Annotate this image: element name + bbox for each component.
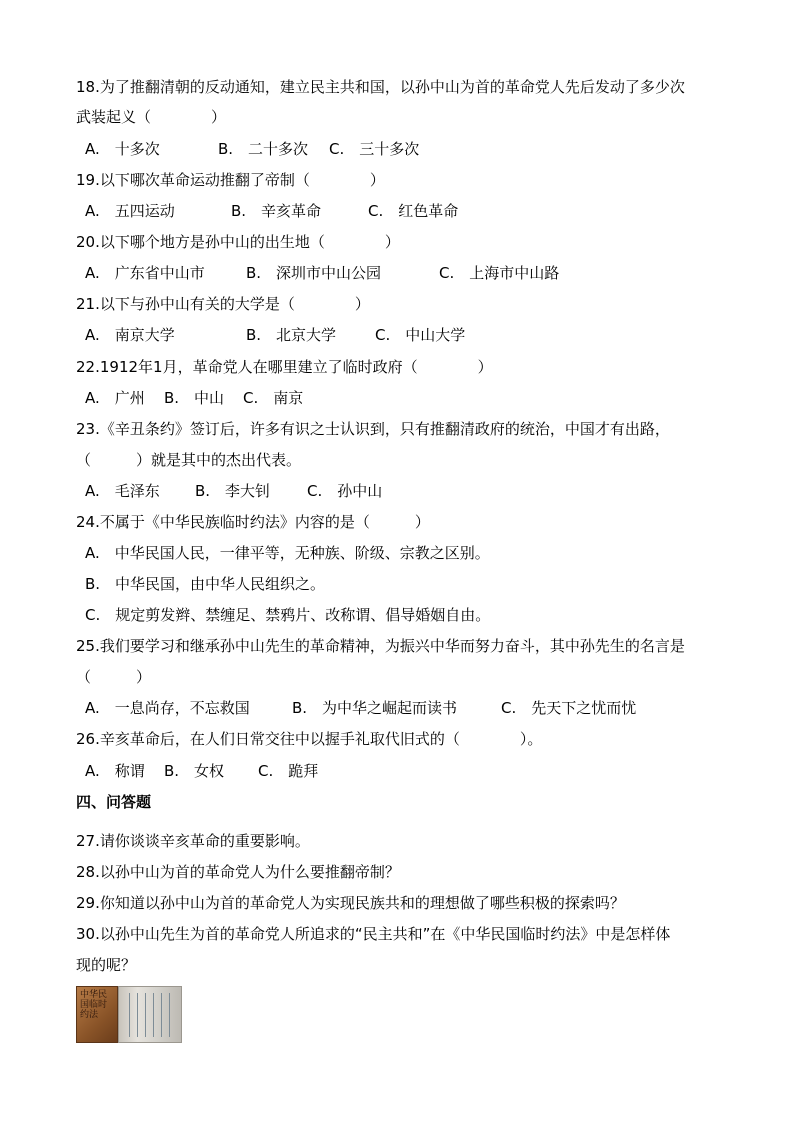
question-18-options xyxy=(85,139,419,159)
question-21: 21.以下与孙中山有关的大学是（ ） xyxy=(76,295,370,313)
question-30-line-1: 30.以孙中山先生为首的革命党人所追求的“民主共和”在《中华民国临时约法》中是怎样体 xyxy=(76,925,671,943)
question-30-line-2: 现的呢？ xyxy=(76,956,137,974)
question-26-options xyxy=(85,761,318,781)
option-a: A. 一息尚存，不忘救国 xyxy=(85,699,250,717)
option-c: C. 先天下之忧而忧 xyxy=(501,699,637,717)
question-23-options xyxy=(85,481,382,501)
question-29: 29.你知道以孙中山为首的革命党人为实现民族共和的理想做了哪些积极的探索吗？ xyxy=(76,894,625,912)
option-c: C. 红色革命 xyxy=(368,202,459,220)
question-24-option-a: A. 中华民国人民，一律平等，无种族、阶级、宗教之区别。 xyxy=(85,544,490,562)
question-20: 20.以下哪个地方是孙中山的出生地（ ） xyxy=(76,233,400,251)
book-cover-title: 中华民国临时约法 xyxy=(80,990,108,1020)
question-28: 28.以孙中山为首的革命党人为什么要推翻帝制？ xyxy=(76,863,400,881)
option-b: B. 李大钊 xyxy=(195,482,271,500)
option-b: B. 北京大学 xyxy=(246,326,337,344)
question-24-option-c: C. 规定剪发辫、禁缠足、禁鸦片、改称谓、倡导婚姻自由。 xyxy=(85,606,491,624)
question-25-line-1: 25.我们要学习和继承孙中山先生的革命精神，为振兴中华而努力奋斗，其中孙先生的名言是 xyxy=(76,637,685,655)
option-c: C. 中山大学 xyxy=(375,326,466,344)
option-c: C. 孙中山 xyxy=(307,482,383,500)
question-25-options xyxy=(85,698,636,718)
option-a: A. 广东省中山市 xyxy=(85,264,205,282)
option-a: A. 毛泽东 xyxy=(85,482,160,500)
question-20-options xyxy=(85,263,559,283)
section-4-heading: 四、问答题 xyxy=(76,793,152,811)
option-c: C. 南京 xyxy=(243,389,304,407)
option-b: B. 辛亥革命 xyxy=(231,202,322,220)
question-24: 24.不属于《中华民族临时约法》内容的是（ ） xyxy=(76,513,430,531)
question-25-line-2: （ ） xyxy=(76,668,152,686)
illustration-thumbnails xyxy=(76,986,182,1043)
question-18-line-1: 18.为了推翻清朝的反动通知，建立民主共和国，以孙中山为首的革命党人先后发动了多少次 xyxy=(76,78,685,96)
constitution-document-page-image xyxy=(118,986,182,1043)
question-23-line-2: （ ）就是其中的杰出代表。 xyxy=(76,451,302,469)
option-b: B. 女权 xyxy=(164,762,225,780)
option-b: B. 二十多次 xyxy=(218,140,309,158)
question-24-option-b: B. 中华民国，由中华人民组织之。 xyxy=(85,575,326,593)
option-a: A. 称谓 xyxy=(85,762,145,780)
question-26: 26.辛亥革命后，在人们日常交往中以握手礼取代旧式的（ ）。 xyxy=(76,730,543,748)
option-b: B. 为中华之崛起而读书 xyxy=(292,699,458,717)
option-c: C. 跪拜 xyxy=(258,762,319,780)
constitution-book-cover-image xyxy=(76,986,118,1043)
option-a: A. 广州 xyxy=(85,389,145,407)
option-a: A. 十多次 xyxy=(85,140,160,158)
question-18-line-2: 武装起义（ ） xyxy=(76,108,227,126)
option-b: B. 深圳市中山公园 xyxy=(246,264,382,282)
question-19-options xyxy=(85,201,458,221)
option-c: C. 上海市中山路 xyxy=(439,264,560,282)
question-22: 22.1912年1月，革命党人在哪里建立了临时政府（ ） xyxy=(76,358,493,376)
option-b: B. 中山 xyxy=(164,389,225,407)
question-19: 19.以下哪次革命运动推翻了帝制（ ） xyxy=(76,171,385,189)
option-a: A. 南京大学 xyxy=(85,326,175,344)
question-22-options xyxy=(85,388,303,408)
question-27: 27.请你谈谈辛亥革命的重要影响。 xyxy=(76,832,310,850)
question-21-options xyxy=(85,325,465,345)
question-23-line-1: 23.《辛丑条约》签订后，许多有识之士认识到，只有推翻清政府的统治，中国才有出路， xyxy=(76,420,670,438)
option-a: A. 五四运动 xyxy=(85,202,175,220)
option-c: C. 三十多次 xyxy=(329,140,420,158)
